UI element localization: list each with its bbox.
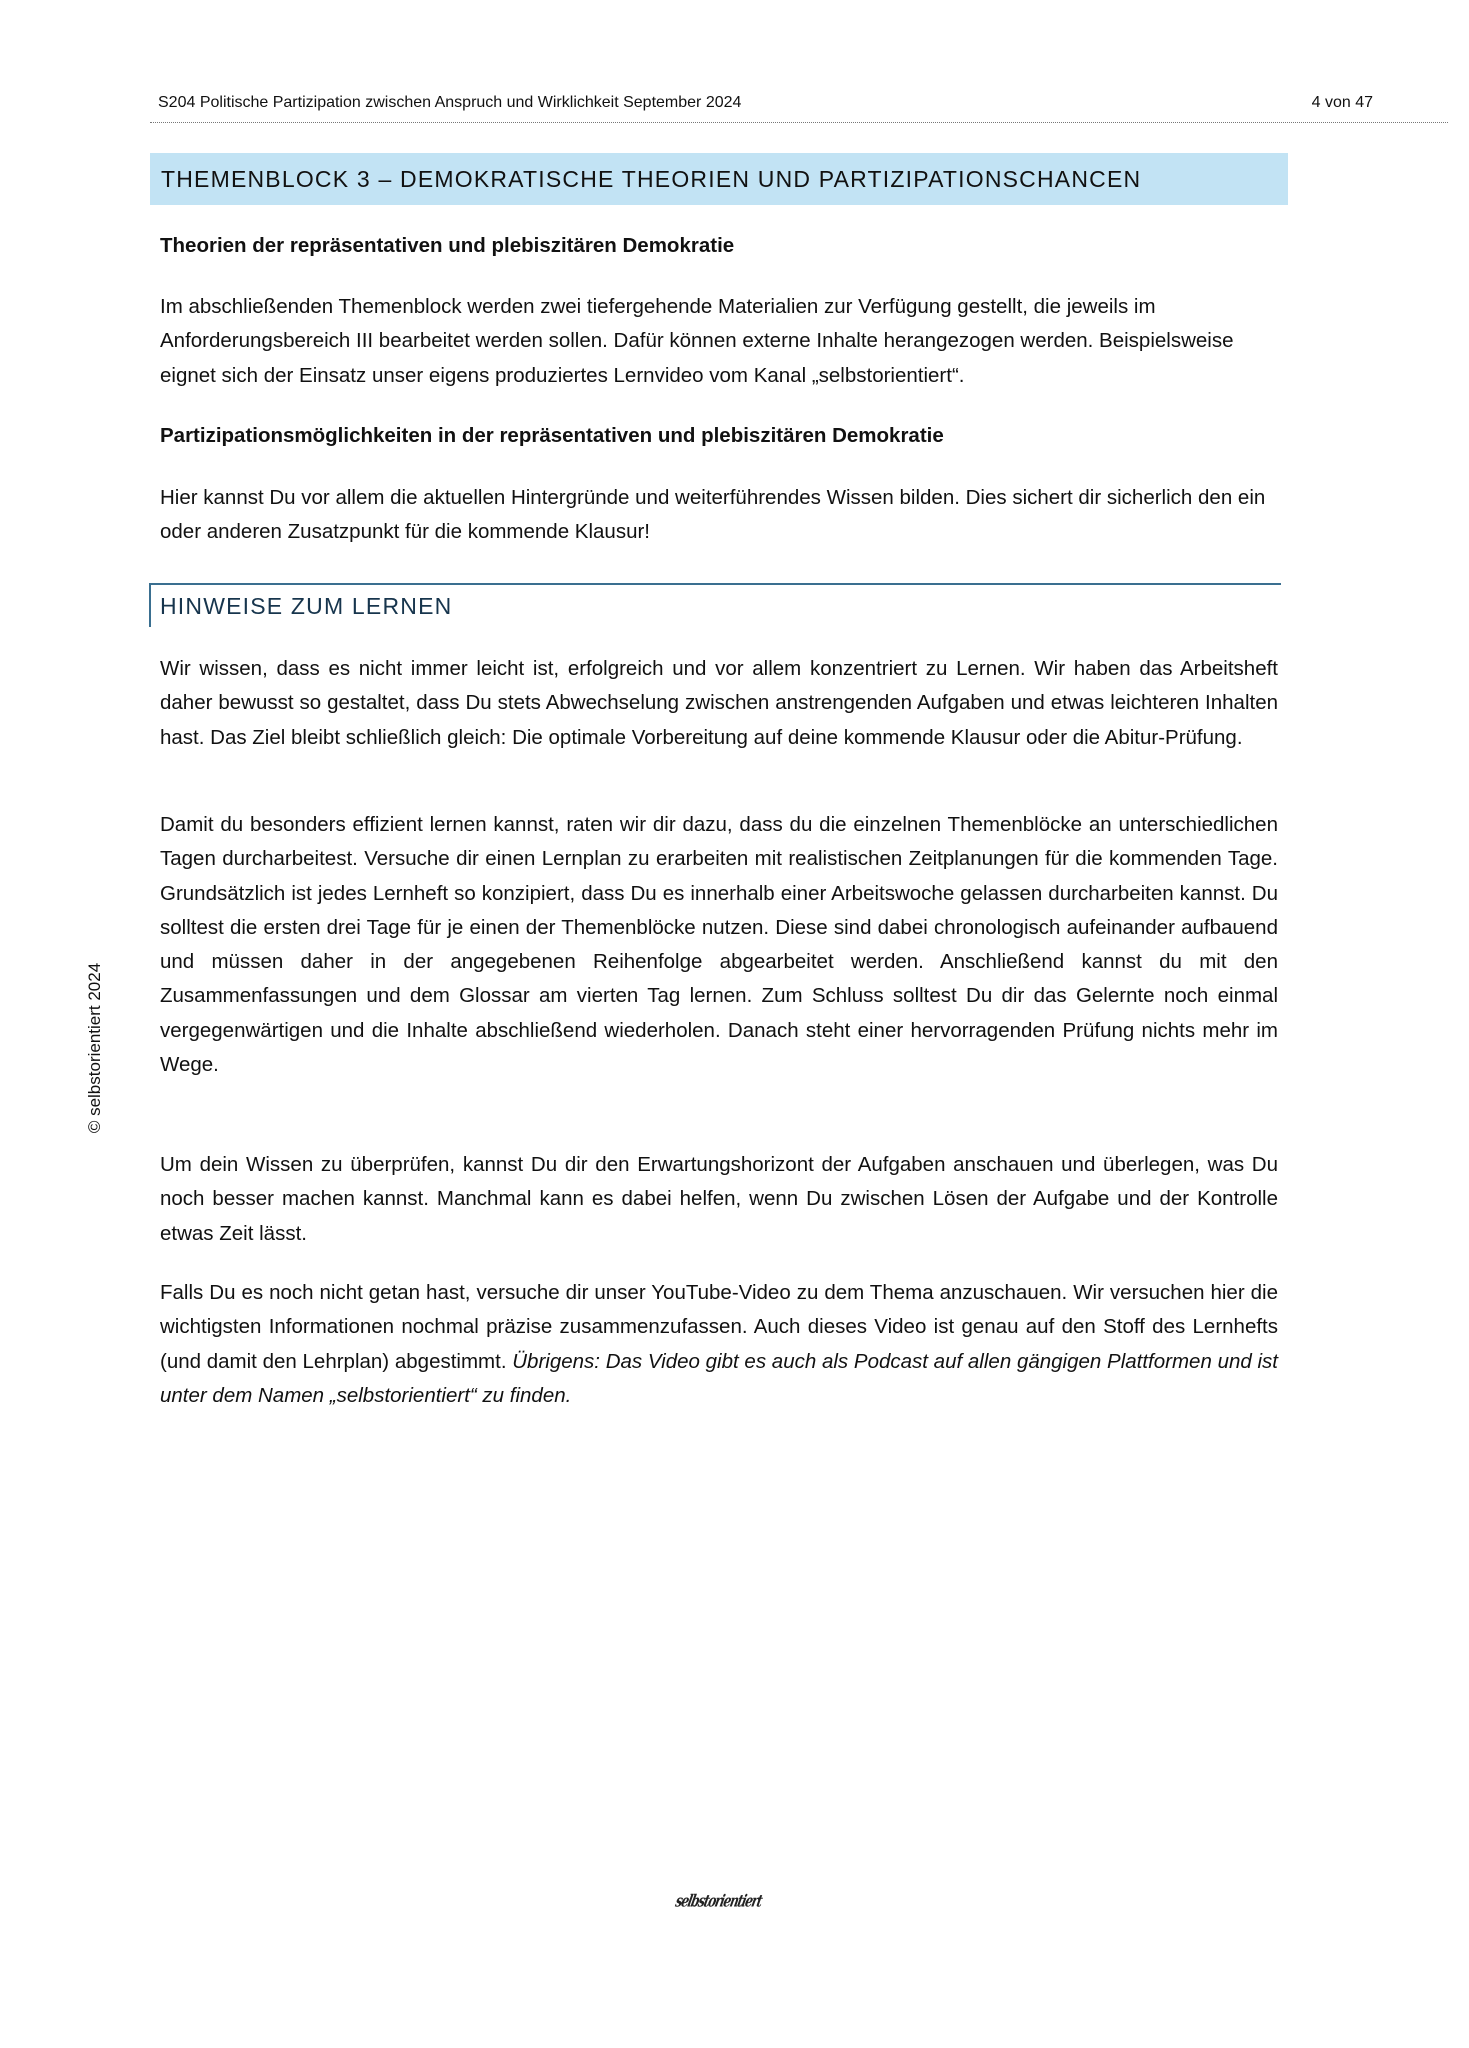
- section-heading-theorien: Theorien der repräsentativen und plebiszitären Demokratie: [160, 234, 735, 257]
- page-number: 4 von 47: [1311, 94, 1373, 111]
- paragraph-partizipation: Hier kannst Du vor allem die aktuellen Hintergründe und weiterführendes Wissen bilden. Dies sichert dir sicherlich den ein oder anderen Zusatzpunkt für die kommende Klausur!: [160, 486, 1266, 544]
- hints-heading: [149, 583, 1281, 627]
- hints-paragraph-2: Damit du besonders effizient lernen kannst, raten wir dir dazu, dass du die einzelnen Themenblöcke an unterschiedlichen Tagen durcharbeitest. Versuche dir einen Lernplan zu erarbeiten mit realistischen Zeitplanungen für die kommenden Tage. Grundsätzlich ist jedes Lernheft so konzipiert, dass Du es innerhalb einer Arbeitswoche gelassen durcharbeiten kannst. Du solltest die ersten drei Tage für je einen der Themenblöcke nutzen. Diese sind dabei chronologisch aufeinander aufbauend und müssen daher in der angegebenen Reihenfolge abgearbeitet werden. Anschließend kannst du mit den Zusammenfassungen und dem Glossar am vierten Tag lernen. Zum Schluss solltest Du dir das Gelernte noch einmal vergegenwärtigen und die Inhalte abschließend wiederholen. Danach steht einer hervorragenden Prüfung nichts mehr im Wege.: [160, 813, 1278, 1077]
- hints-heading-text: HINWEISE ZUM LERNEN: [160, 593, 453, 619]
- section-heading-partizipation: Partizipationsmöglichkeiten in der repräsentativen und plebiszitären Demokratie: [160, 424, 944, 447]
- podcast-note: Übrigens: Das Video gibt es auch als Podcast auf allen gängigen Plattformen und ist unter dem Namen „selbstorientiert“ zu finden.: [160, 1349, 1278, 1407]
- hints-paragraph-4-text: Falls Du es noch nicht getan hast, versuche dir unser YouTube-Video zu dem Thema anzuschauen. Wir versuchen hier die wichtigsten Informationen nochmal präzise zusammenzufassen. Auch dieses Video ist genau auf den Stoff des Lernhefts (und damit den Lehrplan) abgestimmt.: [160, 1281, 1278, 1373]
- paragraph-theorien: Im abschließenden Themenblock werden zwei tiefergehende Materialien zur Verfügung gestellt, die jeweils im Anforderungsbereich III bearbeitet werden sollen. Dafür können externe Inhalte herangezogen werden. Beispielsweise eignet sich der Einsatz unser eigens produziertes Lernvideo vom Kanal „selbstorientiert“.: [160, 295, 1234, 387]
- brand-logo: [674, 1888, 764, 1914]
- themenblock-heading: [150, 153, 1288, 205]
- document-title: S204 Politische Partizipation zwischen Anspruch und Wirklichkeit September 2024: [158, 94, 742, 111]
- hints-paragraph-4: [160, 1276, 1278, 1413]
- brand-logo-text: selbstorientiert: [674, 1891, 764, 1911]
- copyright-notice: © selbstorientiert 2024: [85, 962, 104, 1134]
- page-header: [150, 92, 1448, 123]
- themenblock-heading-text: THEMENBLOCK 3 – DEMOKRATISCHE THEORIEN UND PARTIZIPATIONSCHANCEN: [161, 166, 1142, 192]
- hints-paragraph-1: Wir wissen, dass es nicht immer leicht ist, erfolgreich und vor allem konzentriert zu Lernen. Wir haben das Arbeitsheft daher bewusst so gestaltet, dass Du stets Abwechselung zwischen anstrengenden Aufgaben und etwas leichteren Inhalten hast. Das Ziel bleibt schließlich gleich: Die optimale Vorbereitung auf deine kommende Klausur oder die Abitur-Prüfung.: [160, 657, 1278, 749]
- hints-paragraph-3: Um dein Wissen zu überprüfen, kannst Du dir den Erwartungshorizont der Aufgaben anschauen und überlegen, was Du noch besser machen kannst. Manchmal kann es dabei helfen, wenn Du zwischen Lösen der Aufgabe und der Kontrolle etwas Zeit lässt.: [160, 1153, 1278, 1245]
